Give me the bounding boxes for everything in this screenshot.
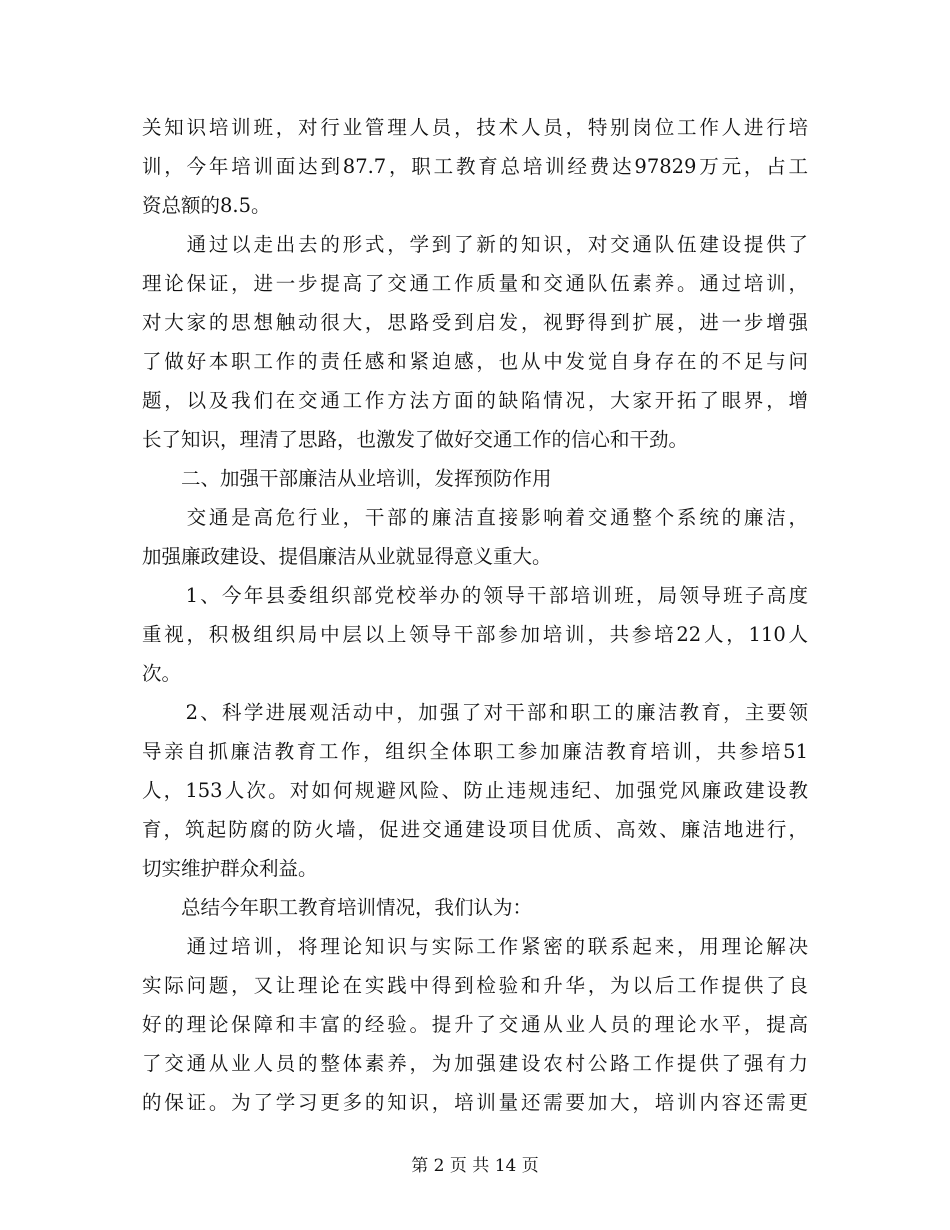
text-line: 理论保证，进一步提高了交通工作质量和交通队伍素养。通过培训， — [142, 272, 808, 295]
text-line: 关知识培训班，对行业管理人员，技术人员，特别岗位工作人进行培 — [142, 116, 808, 139]
text-line: 了做好本职工作的责任感和紧迫感，也从中发觉自身存在的不足与问 — [142, 350, 808, 373]
text-line: 训，今年培训面达到87.7，职工教育总培训经费达97829万元，占工 — [142, 155, 808, 178]
text-line: 通过培训，将理论知识与实际工作紧密的联系起来，用理论解决 — [142, 935, 808, 958]
text-line: 育，筑起防腐的防火墙，促进交通建设项目优质、高效、廉洁地进行， — [142, 818, 808, 841]
text-line: 二、加强干部廉洁从业培训，发挥预防作用 — [142, 467, 552, 490]
text-line: 加强廉政建设、提倡廉洁从业就显得意义重大。 — [142, 545, 552, 568]
document-body — [142, 108, 808, 1122]
text-line: 切实维护群众利益。 — [142, 857, 318, 880]
text-line: 总结今年职工教育培训情况，我们认为： — [142, 896, 533, 919]
text-line: 实际问题，又让理论在实践中得到检验和升华，为以后工作提供了良 — [142, 974, 808, 997]
text-line: 的保证。为了学习更多的知识，培训量还需要加大，培训内容还需更 — [142, 1091, 808, 1114]
text-line: 1、今年县委组织部党校举办的领导干部培训班，局领导班子高度 — [142, 584, 808, 607]
text-line: 通过以走出去的形式，学到了新的知识，对交通队伍建设提供了 — [142, 233, 808, 256]
text-line: 对大家的思想触动很大，思路受到启发，视野得到扩展，进一步增强 — [142, 311, 808, 334]
text-line: 人，153人次。对如何规避风险、防止违规违纪、加强党风廉政建设教 — [142, 779, 808, 802]
text-line: 次。 — [142, 662, 182, 685]
text-line: 了交通从业人员的整体素养，为加强建设农村公路工作提供了强有力 — [142, 1052, 808, 1075]
text-line: 题，以及我们在交通工作方法方面的缺陷情况，大家开拓了眼界，增 — [142, 389, 808, 412]
text-line: 交通是高危行业，干部的廉洁直接影响着交通整个系统的廉洁， — [142, 506, 808, 529]
text-line: 导亲自抓廉洁教育工作，组织全体职工参加廉洁教育培训，共参培51 — [142, 740, 808, 763]
text-line: 重视，积极组织局中层以上领导干部参加培训，共参培22人，110人 — [142, 623, 808, 646]
text-line: 2、科学进展观活动中，加强了对干部和职工的廉洁教育，主要领 — [142, 701, 808, 724]
text-line: 资总额的8.5。 — [142, 194, 271, 217]
page-footer: 第 2 页 共 14 页 — [411, 1156, 539, 1176]
text-line: 好的理论保障和丰富的经验。提升了交通从业人员的理论水平，提高 — [142, 1013, 808, 1036]
text-line: 长了知识，理清了思路，也激发了做好交通工作的信心和干劲。 — [142, 428, 689, 451]
